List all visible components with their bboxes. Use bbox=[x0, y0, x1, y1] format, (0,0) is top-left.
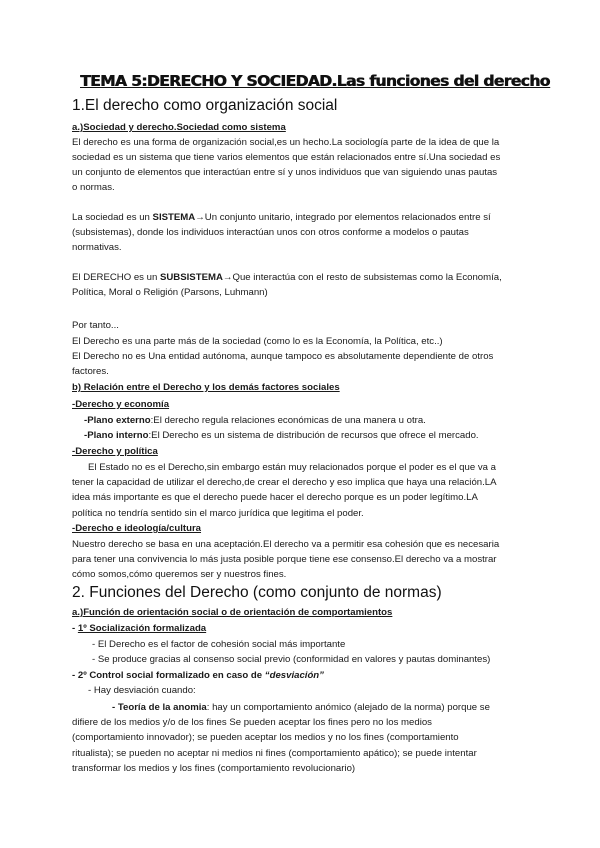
bullet: - bbox=[72, 623, 78, 634]
list-subitem: - Se produce gracias al consenso social previo (conformidad en valores y pautas dominantes) bbox=[92, 654, 491, 665]
paragraph-line: (subsistemas), donde los individuos interactúan unos con otros conforme a modelos o pautas bbox=[72, 227, 469, 238]
text: :El derecho regula relaciones económicas de una manera u otra. bbox=[150, 415, 426, 426]
paragraph-line: Nuestro derecho se basa en una aceptación.El derecho va a permitir esa cohesión que es necesaria bbox=[72, 539, 500, 550]
item-1-title: 1º Socialización formalizada bbox=[77, 623, 207, 634]
paragraph-line: (comportamiento innovador); se pueden aceptar los medios y no los fines (comportamiento bbox=[72, 732, 459, 743]
economy-external bbox=[84, 413, 426, 428]
text: La sociedad es un bbox=[72, 212, 153, 223]
anomia-term: - Teoría de la anomia bbox=[112, 702, 207, 713]
paragraph-line: El Estado no es el Derecho,sin embargo están muy relacionados porque el poder es el que va a bbox=[72, 462, 496, 473]
sistema-definition bbox=[72, 210, 491, 225]
section-1-heading: 1.El derecho como organización social bbox=[72, 97, 338, 114]
item-2-quote: “desviación” bbox=[264, 670, 324, 681]
paragraph-line: Por tanto... bbox=[72, 320, 119, 331]
paragraph-line: idea más importante es que el derecho puede hacer el derecho porque es un poder legítimo.LA bbox=[72, 492, 478, 503]
document-title: TEMA 5:DERECHO Y SOCIEDAD.Las funciones del derecho bbox=[80, 72, 550, 90]
list-subitem: - El Derecho es el factor de cohesión social más importante bbox=[92, 639, 346, 650]
paragraph-line: un conjunto de elementos que interactúan entre sí y unos individuos que van siguiendo unas pautas bbox=[72, 167, 498, 178]
item-2-title: 2º Control social formalizado en caso de bbox=[77, 670, 265, 681]
sistema-term: SISTEMA bbox=[152, 212, 196, 223]
list-item-2 bbox=[72, 668, 324, 683]
paragraph-line: ritualista); se pueden no aceptar ni medios ni fines (comportamiento apático); se puede intentar bbox=[72, 748, 477, 759]
economy-internal bbox=[84, 428, 479, 443]
subsistema-term: SUBSISTEMA bbox=[159, 272, 223, 283]
text: : hay un comportamiento anómico (alejado de la norma) porque se bbox=[206, 702, 490, 713]
paragraph-line: difiere de los medios y/o de los fines Se pueden aceptar los fines pero no los medios bbox=[72, 717, 432, 728]
list-subitem: - Hay desviación cuando: bbox=[88, 685, 196, 696]
subsistema-definition bbox=[72, 270, 502, 285]
paragraph-line: El Derecho no es Una entidad autónoma, aunque tampoco es absolutamente dependiente de otros bbox=[72, 351, 494, 362]
subsection-1a-heading: a.)Sociedad y derecho.Sociedad como sistema bbox=[72, 122, 286, 133]
internal-term: -Plano interno bbox=[84, 430, 149, 441]
paragraph-line: cómo somos,cómo queremos ser y nuestros fines. bbox=[72, 569, 287, 580]
external-term: -Plano externo bbox=[84, 415, 151, 426]
text: →Un conjunto unitario, integrado por elementos relacionados entre sí bbox=[195, 212, 491, 223]
paragraph-line: Política, Moral o Religión (Parsons, Luhmann) bbox=[72, 287, 268, 298]
paragraph-line: factores. bbox=[72, 366, 109, 377]
text: El DERECHO es un bbox=[72, 272, 160, 283]
text: →Que interactúa con el resto de subsistemas como la Economía, bbox=[222, 272, 502, 283]
paragraph-line: transformar los medios y los fines (comportamiento revolucionario) bbox=[72, 763, 356, 774]
text: :El Derecho es un sistema de distribución de recursos que ofrece el mercado. bbox=[148, 430, 479, 441]
politics-heading: -Derecho y política bbox=[72, 446, 158, 457]
subsection-2a-heading: a.)Función de orientación social o de orientación de comportamientos bbox=[72, 607, 393, 618]
anomia-theory bbox=[112, 700, 490, 715]
paragraph-line: El Derecho es una parte más de la sociedad (como lo es la Economía, la Política, etc..) bbox=[72, 336, 443, 347]
section-2-heading: 2. Funciones del Derecho (como conjunto de normas) bbox=[72, 584, 442, 601]
paragraph-line: sociedad es un sistema que tiene varios elementos que están relacionados entre sí.Una sociedad es bbox=[72, 152, 501, 163]
subsection-1b-heading: b) Relación entre el Derecho y los demás factores sociales bbox=[72, 382, 340, 393]
paragraph-line: política no tendría sentido sin el marco jurídica que legitima el poder. bbox=[72, 508, 364, 519]
economy-heading: -Derecho y economía bbox=[72, 399, 170, 410]
paragraph-line: o normas. bbox=[72, 182, 115, 193]
ideology-heading: -Derecho e ideología/cultura bbox=[72, 523, 202, 534]
paragraph-line: El derecho es una forma de organización social,es un hecho.La sociología parte de la idea de que la bbox=[72, 137, 500, 148]
paragraph-line: tener la capacidad de utilizar el derecho,de crear el derecho y eso implica que haya una relación.LA bbox=[72, 477, 497, 488]
list-item-1 bbox=[72, 621, 206, 636]
paragraph-line: para tener una convivencia lo más justa posible porque tiene ese consenso.El derecho va a mostrar bbox=[72, 554, 497, 565]
bullet: - bbox=[72, 670, 78, 681]
paragraph-line: normativas. bbox=[72, 242, 122, 253]
